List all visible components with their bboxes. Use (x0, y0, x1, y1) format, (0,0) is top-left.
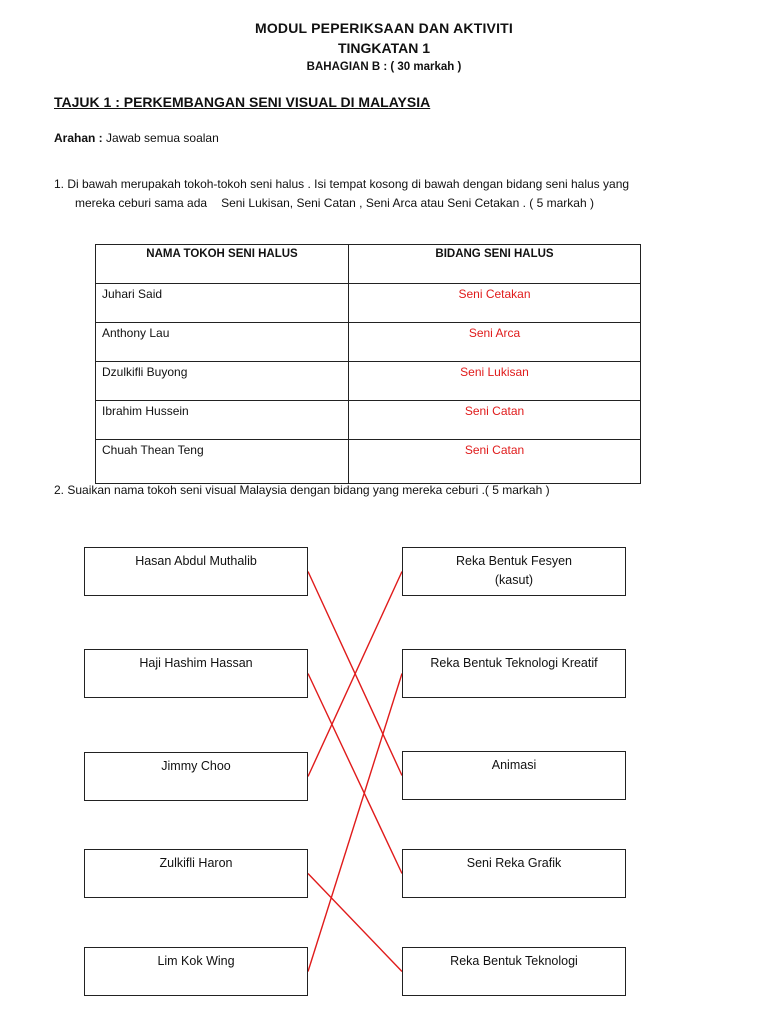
art-field-answer[interactable]: Seni Arca (349, 323, 641, 362)
left-artist-box[interactable] (84, 849, 308, 898)
artist-name: Ibrahim Hussein (96, 401, 349, 440)
table-row (96, 284, 641, 323)
question-2-text: 2. Suaikan nama tokoh seni visual Malaysia dengan bidang yang mereka ceburi .( 5 markah ) (54, 483, 550, 497)
question-1-line-1: 1. Di bawah merupakah tokoh-tokoh seni halus . Isi tempat kosong di bawah dengan bidang seni halus yang (54, 177, 630, 191)
artist-name: Chuah Thean Teng (96, 440, 349, 484)
left-artist-box[interactable] (84, 752, 308, 801)
instruction-text: Jawab semua soalan (102, 131, 219, 145)
left-artist-name: Haji Hashim Hassan (139, 656, 253, 670)
art-field-answer[interactable]: Seni Catan (349, 401, 641, 440)
left-artist-name: Zulkifli Haron (159, 856, 233, 870)
match-line (308, 674, 402, 874)
question-1-line-2 (75, 196, 594, 210)
table-header-name: NAMA TOKOH SENI HALUS (96, 245, 349, 284)
right-field-box[interactable] (402, 751, 626, 800)
right-field-line1: Reka Bentuk Teknologi Kreatif (430, 656, 598, 670)
left-artist-box[interactable] (84, 649, 308, 698)
artist-name: Anthony Lau (96, 323, 349, 362)
left-artist-name: Lim Kok Wing (157, 954, 235, 968)
right-field-line1: Animasi (491, 758, 537, 772)
table-row (96, 323, 641, 362)
artist-name: Juhari Said (96, 284, 349, 323)
right-field-box[interactable] (402, 849, 626, 898)
table-header-field: BIDANG SENI HALUS (349, 245, 641, 284)
table-row (96, 362, 641, 401)
topic-heading: TAJUK 1 : PERKEMBANGAN SENI VISUAL DI MALAYSIA (54, 94, 431, 110)
match-line (308, 572, 402, 776)
right-field-box[interactable] (402, 947, 626, 996)
right-field-line1: Reka Bentuk Teknologi (450, 954, 578, 968)
match-line (308, 874, 402, 972)
question-1-line-2a: mereka ceburi sama ada (75, 196, 208, 210)
art-field-answer[interactable]: Seni Cetakan (349, 284, 641, 323)
left-artist-box[interactable] (84, 947, 308, 996)
instruction-label: Arahan : (54, 131, 103, 145)
table-row (96, 401, 641, 440)
left-artist-name: Jimmy Choo (161, 759, 231, 773)
art-field-answer[interactable]: Seni Catan (349, 440, 641, 484)
question-1-line-2b: Seni Lukisan, Seni Catan , Seni Arca atau Seni Cetakan . ( 5 markah ) (221, 196, 594, 210)
left-artist-box[interactable] (84, 547, 308, 596)
artist-name: Dzulkifli Buyong (96, 362, 349, 401)
right-field-line1: Reka Bentuk Fesyen (455, 554, 573, 568)
table-row (96, 440, 641, 484)
right-field-line2: (kasut) (494, 573, 534, 587)
right-field-box[interactable] (402, 649, 626, 698)
document-title: MODUL PEPERIKSAAN DAN AKTIVITI (254, 20, 513, 36)
table-header-row (96, 245, 641, 284)
form-level: TINGKATAN 1 (337, 40, 431, 56)
artist-field-table (95, 244, 641, 484)
section-marks: BAHAGIAN B : ( 30 markah ) (306, 61, 462, 73)
instruction (54, 131, 219, 145)
match-line (308, 572, 402, 777)
match-line (308, 674, 402, 972)
right-field-box[interactable] (402, 547, 626, 596)
left-artist-name: Hasan Abdul Muthalib (135, 554, 257, 568)
art-field-answer[interactable]: Seni Lukisan (349, 362, 641, 401)
right-field-line1: Seni Reka Grafik (466, 856, 562, 870)
